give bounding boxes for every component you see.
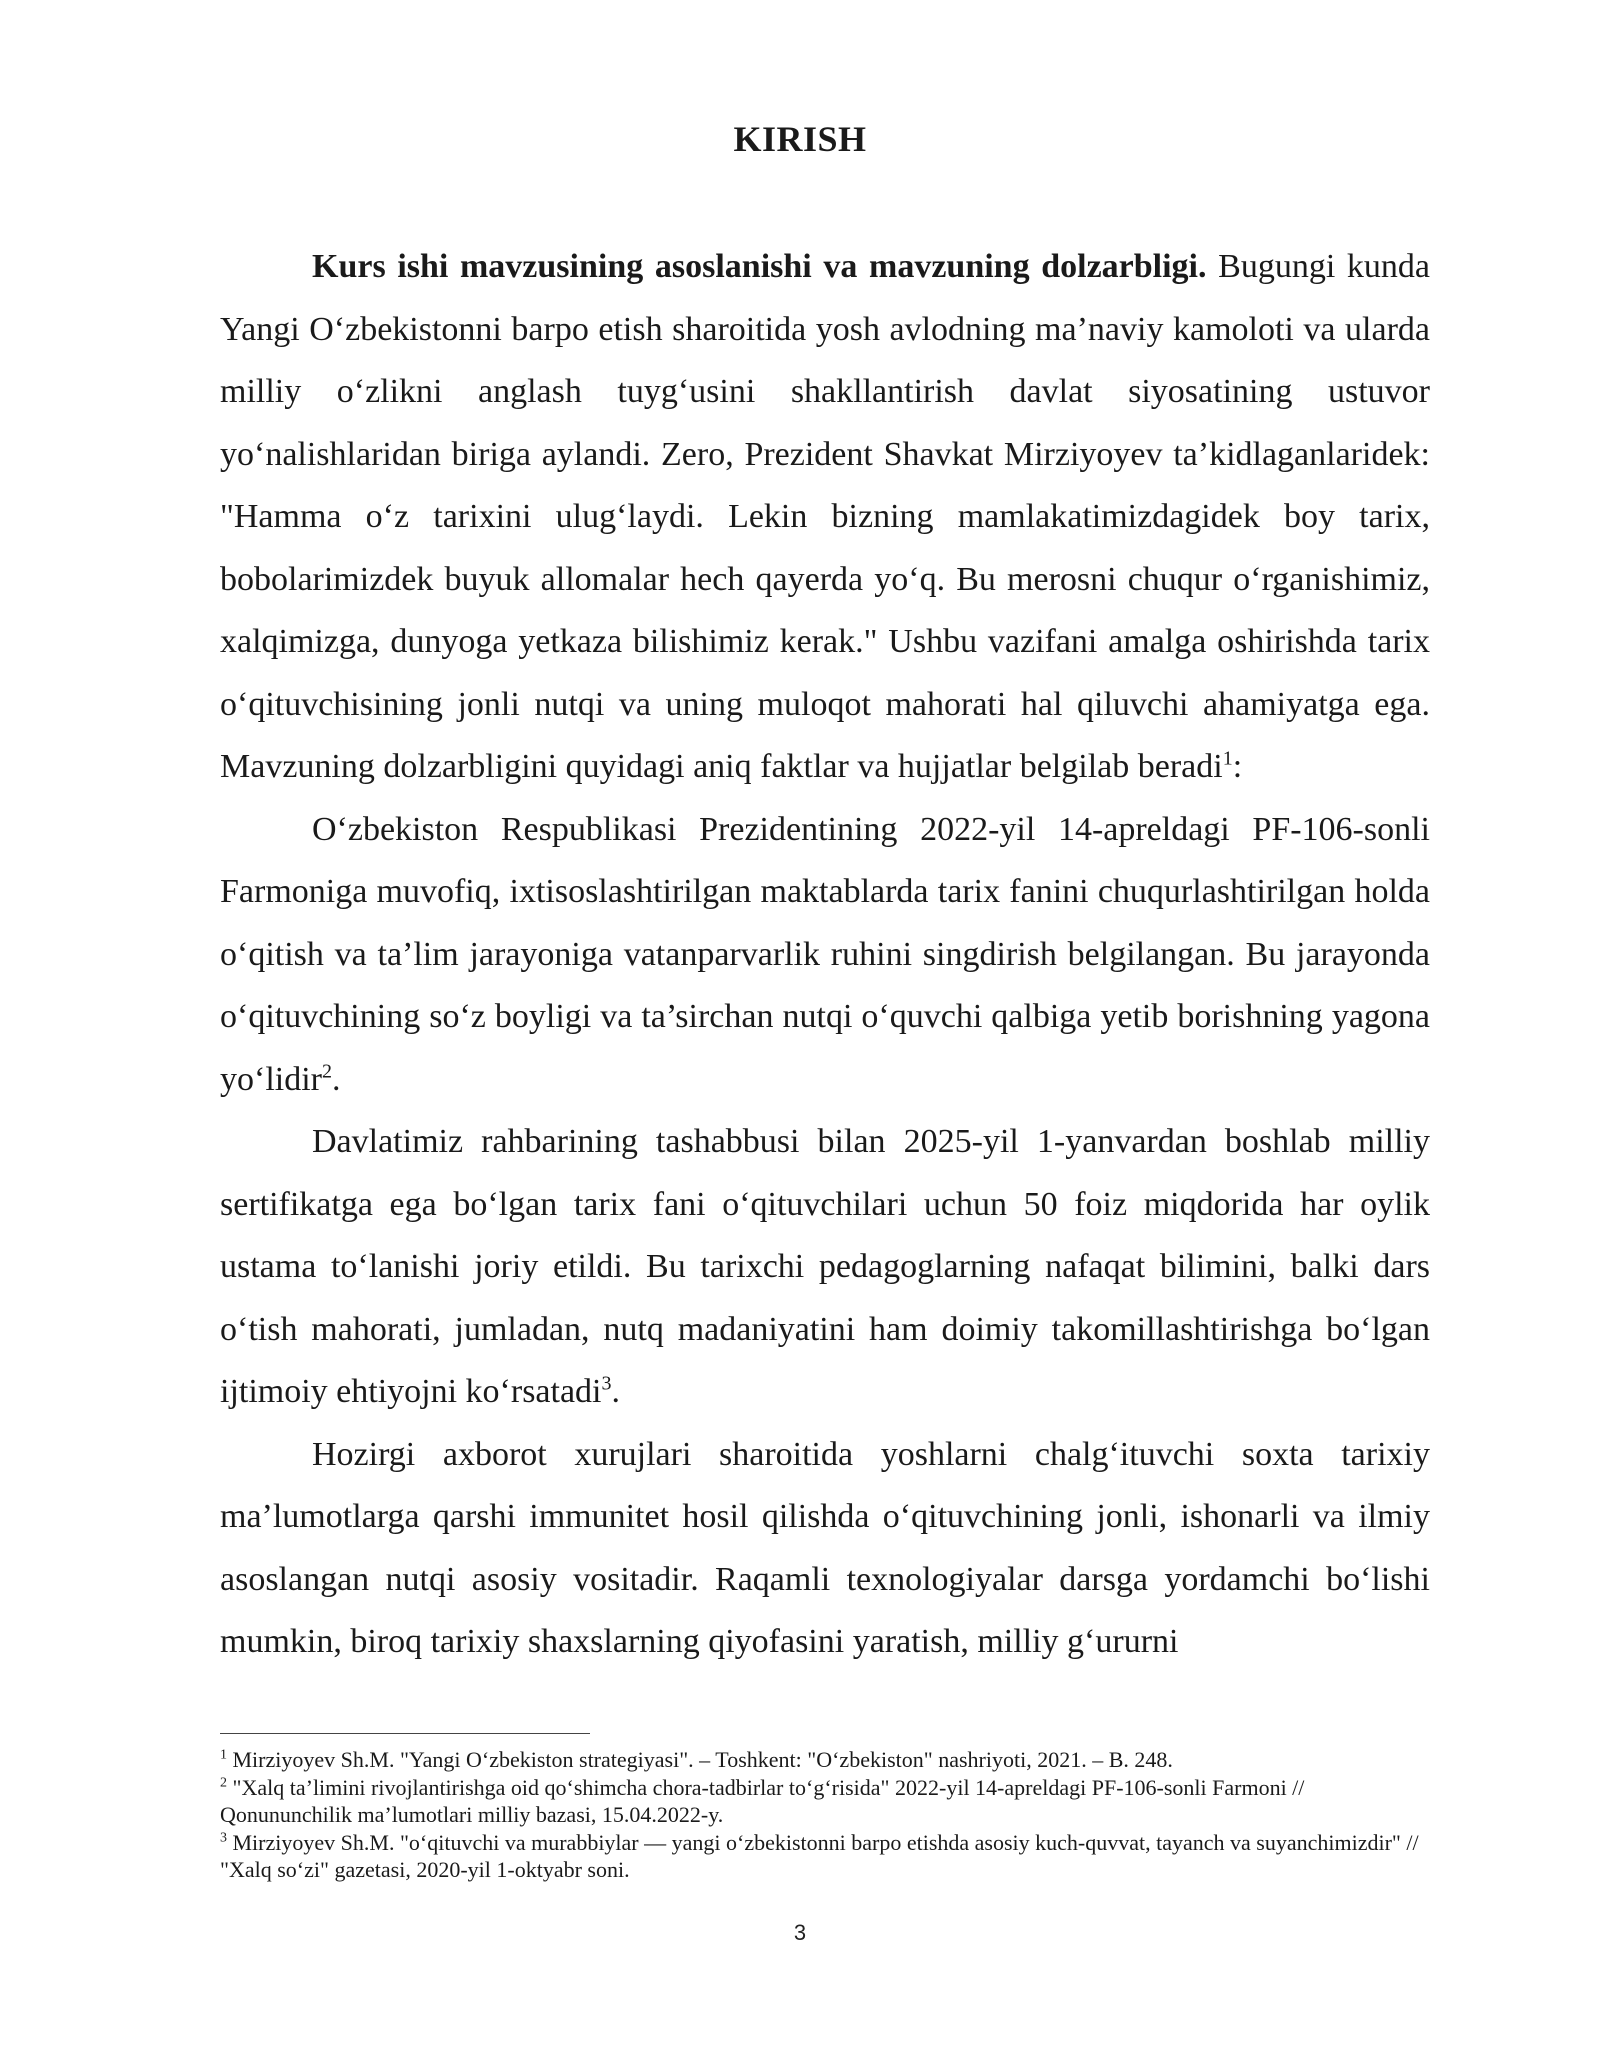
footnote-ref-2[interactable]: 2 xyxy=(321,1060,332,1083)
footnote-ref-1[interactable]: 1 xyxy=(1222,747,1233,770)
page-number: 3 xyxy=(793,1920,807,1945)
paragraph-lead: Kurs ishi mavzusining asoslanishi va mavzuning dolzarbligi. xyxy=(312,248,1207,285)
paragraph-2 xyxy=(220,799,1430,1112)
footnote-text: Mirziyoyev Sh.M. "Yangi O‘zbekiston strategiyasi". – Toshkent: "O‘zbekiston" nashriyoti, 2021. – B. 248. xyxy=(227,1747,1173,1772)
paragraph-3 xyxy=(220,1111,1430,1424)
footnote-number: 1 xyxy=(220,1747,227,1763)
footnote-text: "Xalq ta’limini rivojlantirishga oid qo‘shimcha chora-tadbirlar to‘g‘risida" 2022-yil 14-apreldagi PF-106-sonli Farmoni // Qonununchilik ma’lumotlari milliy bazasi, 15.04.2022-y. xyxy=(220,1774,1305,1827)
footnote-3 xyxy=(220,1829,1430,1884)
footnote-ref-3[interactable]: 3 xyxy=(601,1372,612,1395)
paragraph-1 xyxy=(220,236,1430,799)
paragraph-text: O‘zbekiston Respublikasi Prezidentining 2022-yil 14-apreldagi PF-106-sonli Farmoniga muvofiq, ixtisoslashtirilgan maktablarda tarix fanini chuqurlashtirilgan holda o‘qitish va ta’lim jarayoniga vatanparvarlik ruhini singdirish belgilangan. Bu jarayonda o‘qituvchining so‘z boyligi va ta’sirchan nutqi o‘quvchi qalbiga yetib borishning yagona yo‘lidir xyxy=(220,810,1430,1098)
paragraph-text: Davlatimiz rahbarining tashabbusi bilan 2025-yil 1-yanvardan boshlab milliy sertifikatga ega bo‘lgan tarix fani o‘qituvchilari uchun 50 foiz miqdorida har oylik ustama to‘lanishi joriy etildi. Bu tarixchi pedagoglarning nafaqat bilimini, balki dars o‘tish mahorati, jumladan, nutq madaniyatini ham doimiy takomillashtirishga bo‘lgan ijtimoiy ehtiyojni ko‘rsatadi xyxy=(220,1123,1430,1410)
footnotes xyxy=(220,1746,1430,1884)
paragraph-tail: . xyxy=(331,1060,341,1098)
footnote-text: Mirziyoyev Sh.M. "o‘qituvchi va murabbiylar — yangi o‘zbekistonni barpo etishda asosiy kuch-quvvat, tayanch va suyanchimizdir" // "Xalq so‘zi" gazetasi, 2020-yil 1-oktyabr soni. xyxy=(220,1829,1419,1882)
footnote-number: 2 xyxy=(220,1775,227,1791)
paragraph-text: Bugungi kunda Yangi O‘zbekistonni barpo etish sharoitida yosh avlodning ma’naviy kamoloti va ularda milliy o‘zlikni anglash tuyg‘usini shakllantirish davlat siyosatining ustuvor yo‘nalishlaridan biriga aylandi. Zero, Prezident Shavkat Mirziyoyev ta’kidlaganlaridek: "Hamma o‘z tarixini ulug‘laydi. Lekin bizning mamlakatimizdagidek boy tarix, bobolarimizdek buyuk allomalar hech qayerda yo‘q. Bu merosni chuqur o‘rganishimiz, xalqimizga, dunyoga yetkaza bilishimiz kerak." Ushbu vazifani amalga oshirishda tarix o‘qituvchisining jonli nutqi va uning muloqot mahorati hal qiluvchi ahamiyatga ega. Mavzuning dolzarbligini quyidagi aniq faktlar va hujjatlar belgilab beradi xyxy=(220,248,1430,785)
page-title: KIRISH xyxy=(733,119,867,159)
footnote-1 xyxy=(220,1746,1430,1774)
paragraph-text: Hozirgi axborot xurujlari sharoitida yoshlarni chalg‘ituvchi soxta tarixiy ma’lumotlarga qarshi immunitet hosil qilishda o‘qituvchining jonli, ishonarli va ilmiy asoslangan nutqi asosiy vositadir. Raqamli texnologiyalar darsga yordamchi bo‘lishi mumkin, biroq tarixiy shaxslarning qiyofasini yaratish, milliy g‘ururni xyxy=(220,1435,1430,1660)
paragraph-4 xyxy=(220,1424,1430,1674)
paragraph-tail: . xyxy=(611,1373,621,1410)
footnote-separator xyxy=(220,1733,590,1734)
paragraph-tail: : xyxy=(1232,748,1243,785)
footnote-number: 3 xyxy=(220,1830,227,1846)
main-text xyxy=(220,236,1430,1674)
footnote-2 xyxy=(220,1774,1430,1829)
